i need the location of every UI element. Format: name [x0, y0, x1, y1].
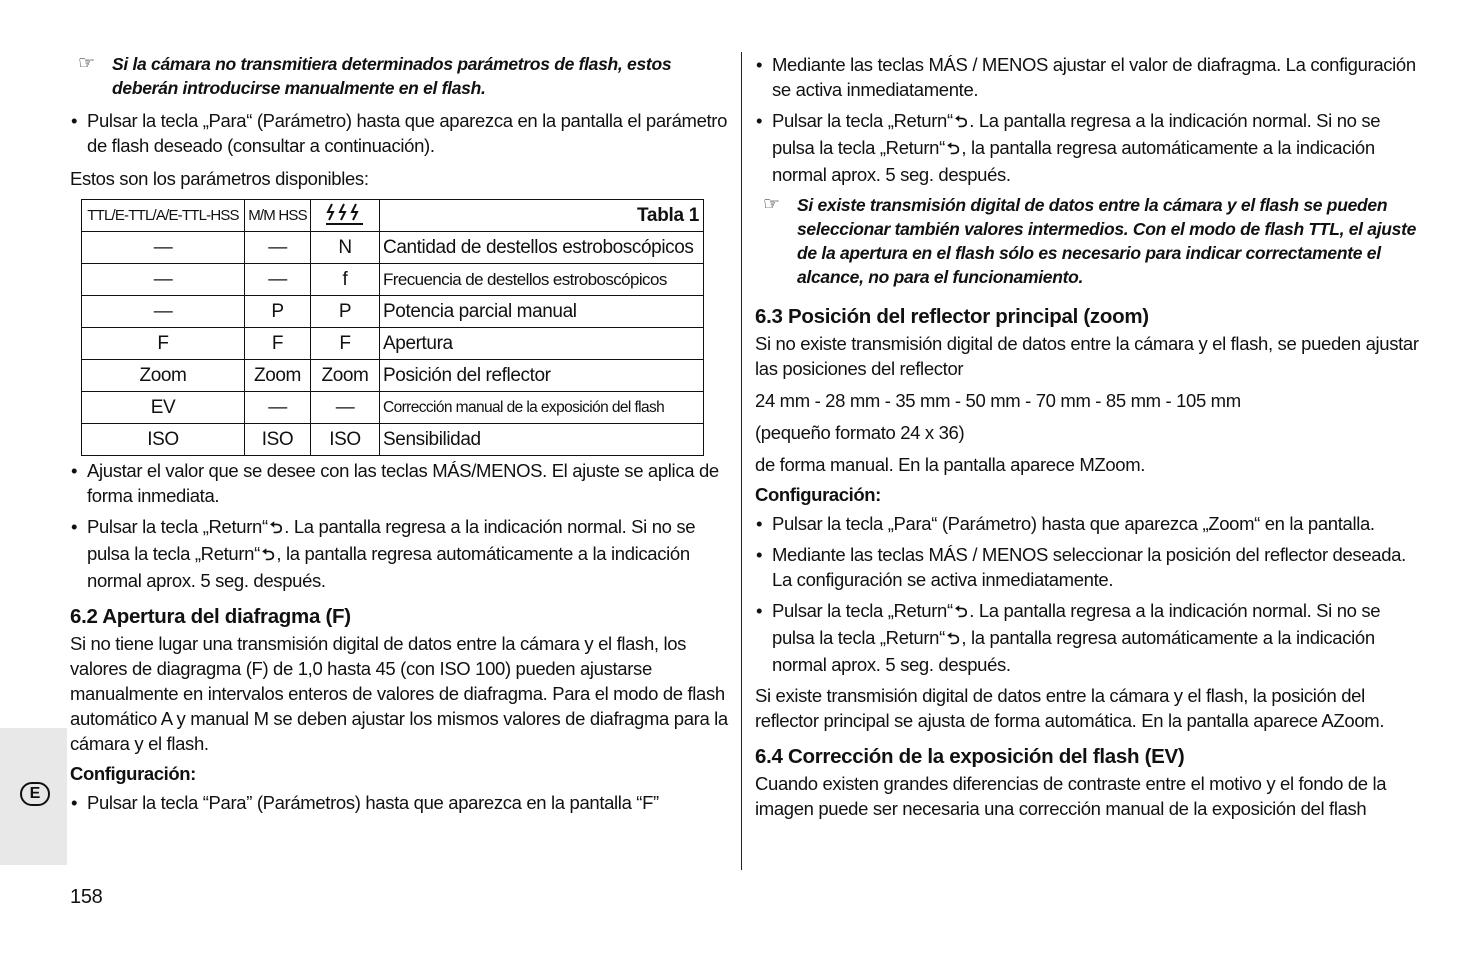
bullet-text: . La pantalla regresa a la indicación normal. Si no se pulsa la tecla „Return“	[772, 110, 1381, 158]
bullet-text: Pulsar la tecla „Return“	[772, 600, 953, 621]
table-cell: Apertura	[380, 328, 704, 360]
table-cell: Zoom	[245, 360, 311, 392]
parameters-table	[81, 199, 704, 456]
section-heading-6-2: 6.2 Apertura del diafragma (F)	[70, 605, 351, 628]
table-row	[82, 296, 704, 328]
table-row	[82, 392, 704, 424]
table-row	[82, 232, 704, 264]
table-header-row	[82, 200, 704, 232]
bullet-adjust-value: • Ajustar el valor que se desee con las teclas MÁS/MENOS. El ajuste se aplica de forma inmediata.	[70, 458, 732, 508]
bullet-press-return	[755, 598, 1420, 677]
table-cell: P	[311, 296, 380, 328]
table-cell: —	[245, 232, 311, 264]
language-tab-letter: E	[20, 782, 50, 806]
table-title: Tabla 1	[380, 200, 704, 232]
multi-flash-symbol	[325, 202, 365, 226]
table-cell: P	[245, 296, 311, 328]
table-cell: —	[245, 264, 311, 296]
table-cell: Corrección manual de la exposición del flash	[380, 392, 704, 424]
table-cell: Posición del reflector	[380, 360, 704, 392]
bullet-press-return	[755, 108, 1420, 187]
config-label: Configuración:	[70, 763, 196, 784]
table-cell: N	[311, 232, 380, 264]
return-arrow-icon: ⮌	[946, 141, 960, 158]
table-cell: —	[245, 392, 311, 424]
header-ttl-modes: TTL/E-TTL/A/E-TTL-HSS	[82, 200, 245, 232]
table-cell: Zoom	[311, 360, 380, 392]
table-cell: ISO	[245, 424, 311, 456]
section-6-2-body: Si no tiene lugar una transmisión digital de datos entre la cámara y el flash, los valores de diagragma (F) de 1,0 hasta 45 (con ISO 100) pueden ajustarse manualmente en intervalos enteros de valores de diafragma. Para el modo de flash automático A y manual M se deben ajustar los mismos valores de diafragma para la cámara y el flash.	[70, 633, 728, 754]
table-cell: F	[82, 328, 245, 360]
table-cell: Zoom	[82, 360, 245, 392]
bullet-text: , la pantalla regresa automáticamente a la indicación normal aprox. 5 seg. después.	[87, 543, 690, 591]
return-arrow-icon: ⮌	[954, 604, 968, 621]
table-cell: Sensibilidad	[380, 424, 704, 456]
section-heading-6-3: 6.3 Posición del reflector principal (zoom)	[755, 305, 1149, 328]
format-note: (pequeño formato 24 x 36)	[755, 422, 965, 443]
table-cell: f	[311, 264, 380, 296]
left-column	[70, 52, 732, 815]
table-row	[82, 264, 704, 296]
note-intermediate-values	[755, 193, 1420, 289]
section-6-4-body: Cuando existen grandes diferencias de contraste entre el motivo y el fondo de la imagen puede ser necesaria una corrección manual de la exposición del flash	[755, 773, 1387, 819]
table-cell: EV	[82, 392, 245, 424]
return-arrow-icon: ⮌	[269, 520, 283, 537]
section-heading-6-4: 6.4 Corrección de la exposición del flash (EV)	[755, 745, 1185, 768]
table-row	[82, 360, 704, 392]
bullet-adjust-aperture: • Mediante las teclas MÁS / MENOS ajustar el valor de diafragma. La configuración se activa inmediatamente.	[755, 52, 1420, 102]
bullet-text: Pulsar la tecla „Return“	[772, 110, 953, 131]
table-cell: F	[245, 328, 311, 360]
azoom-paragraph: Si existe transmisión digital de datos entre la cámara y el flash, la posición del reflector principal se ajusta de forma automática. En la pantalla aparece AZoom.	[755, 685, 1385, 731]
table-row	[82, 424, 704, 456]
table-cell: Frecuencia de destellos estroboscópicos	[380, 264, 704, 296]
right-column	[755, 52, 1420, 821]
return-arrow-icon: ⮌	[261, 547, 275, 564]
zoom-positions: 24 mm - 28 mm - 35 mm - 50 mm - 70 mm - 85 mm - 105 mm	[755, 390, 1241, 411]
params-intro: Estos son los parámetros disponibles:	[70, 168, 369, 189]
return-arrow-icon: ⮌	[946, 631, 960, 648]
table-cell: F	[311, 328, 380, 360]
pointing-hand-icon: ☞	[763, 194, 780, 215]
table-cell: ISO	[82, 424, 245, 456]
config-label: Configuración:	[755, 484, 881, 505]
page-number: 158	[70, 886, 103, 908]
table-row	[82, 328, 704, 360]
bullet-press-para: • Pulsar la tecla „Para“ (Parámetro) hasta que aparezca en la pantalla el parámetro de flash deseado (consultar a continuación).	[70, 108, 732, 158]
bullet-text: Pulsar la tecla „Return“	[87, 516, 268, 537]
table-cell: —	[82, 232, 245, 264]
table-cell: —	[82, 264, 245, 296]
bullet-text: , la pantalla regresa automáticamente a la indicación normal aprox. 5 seg. después.	[772, 627, 1375, 675]
bullet-press-para-f: • Pulsar la tecla “Para” (Parámetros) hasta que aparezca en la pantalla “F”	[70, 790, 732, 815]
return-arrow-icon: ⮌	[954, 114, 968, 131]
header-manual-modes: M/M HSS	[245, 200, 311, 232]
note-text: Si la cámara no transmitiera determinados parámetros de flash, estos deberán introducirse manualmente en el flash.	[112, 54, 672, 98]
multi-flash-icon	[311, 200, 380, 232]
table-cell: Potencia parcial manual	[380, 296, 704, 328]
manual-mzoom: de forma manual. En la pantalla aparece MZoom.	[755, 454, 1146, 475]
column-divider	[741, 52, 742, 870]
bullet-press-return	[70, 514, 732, 593]
table-cell: —	[311, 392, 380, 424]
pointing-hand-icon: ☞	[78, 53, 95, 74]
bullet-text: . La pantalla regresa a la indicación normal. Si no se pulsa la tecla „Return“	[772, 600, 1381, 648]
table-cell: Cantidad de destellos estroboscópicos	[380, 232, 704, 264]
note-text: Si existe transmisión digital de datos entre la cámara y el flash se pueden seleccionar también valores intermedios. Con el modo de flash TTL, el ajuste de la apertura en el flash sólo es necesario para indicar correctamente el alcance, no para el funcionamiento.	[797, 195, 1417, 287]
bullet-press-para-zoom: • Pulsar la tecla „Para“ (Parámetro) hasta que aparezca „Zoom“ en la pantalla.	[755, 511, 1420, 536]
bullet-text: , la pantalla regresa automáticamente a la indicación normal aprox. 5 seg. después.	[772, 137, 1375, 185]
bullet-select-reflector: • Mediante las teclas MÁS / MENOS seleccionar la posición del reflector deseada. La configuración se activa inmediatamente.	[755, 542, 1420, 592]
section-6-3-body: Si no existe transmisión digital de datos entre la cámara y el flash, se pueden ajustar las posiciones del reflector	[755, 333, 1419, 379]
bullet-text: . La pantalla regresa a la indicación normal. Si no se pulsa la tecla „Return“	[87, 516, 696, 564]
table-cell: ISO	[311, 424, 380, 456]
note-manual-params	[70, 52, 732, 100]
table-cell: —	[82, 296, 245, 328]
